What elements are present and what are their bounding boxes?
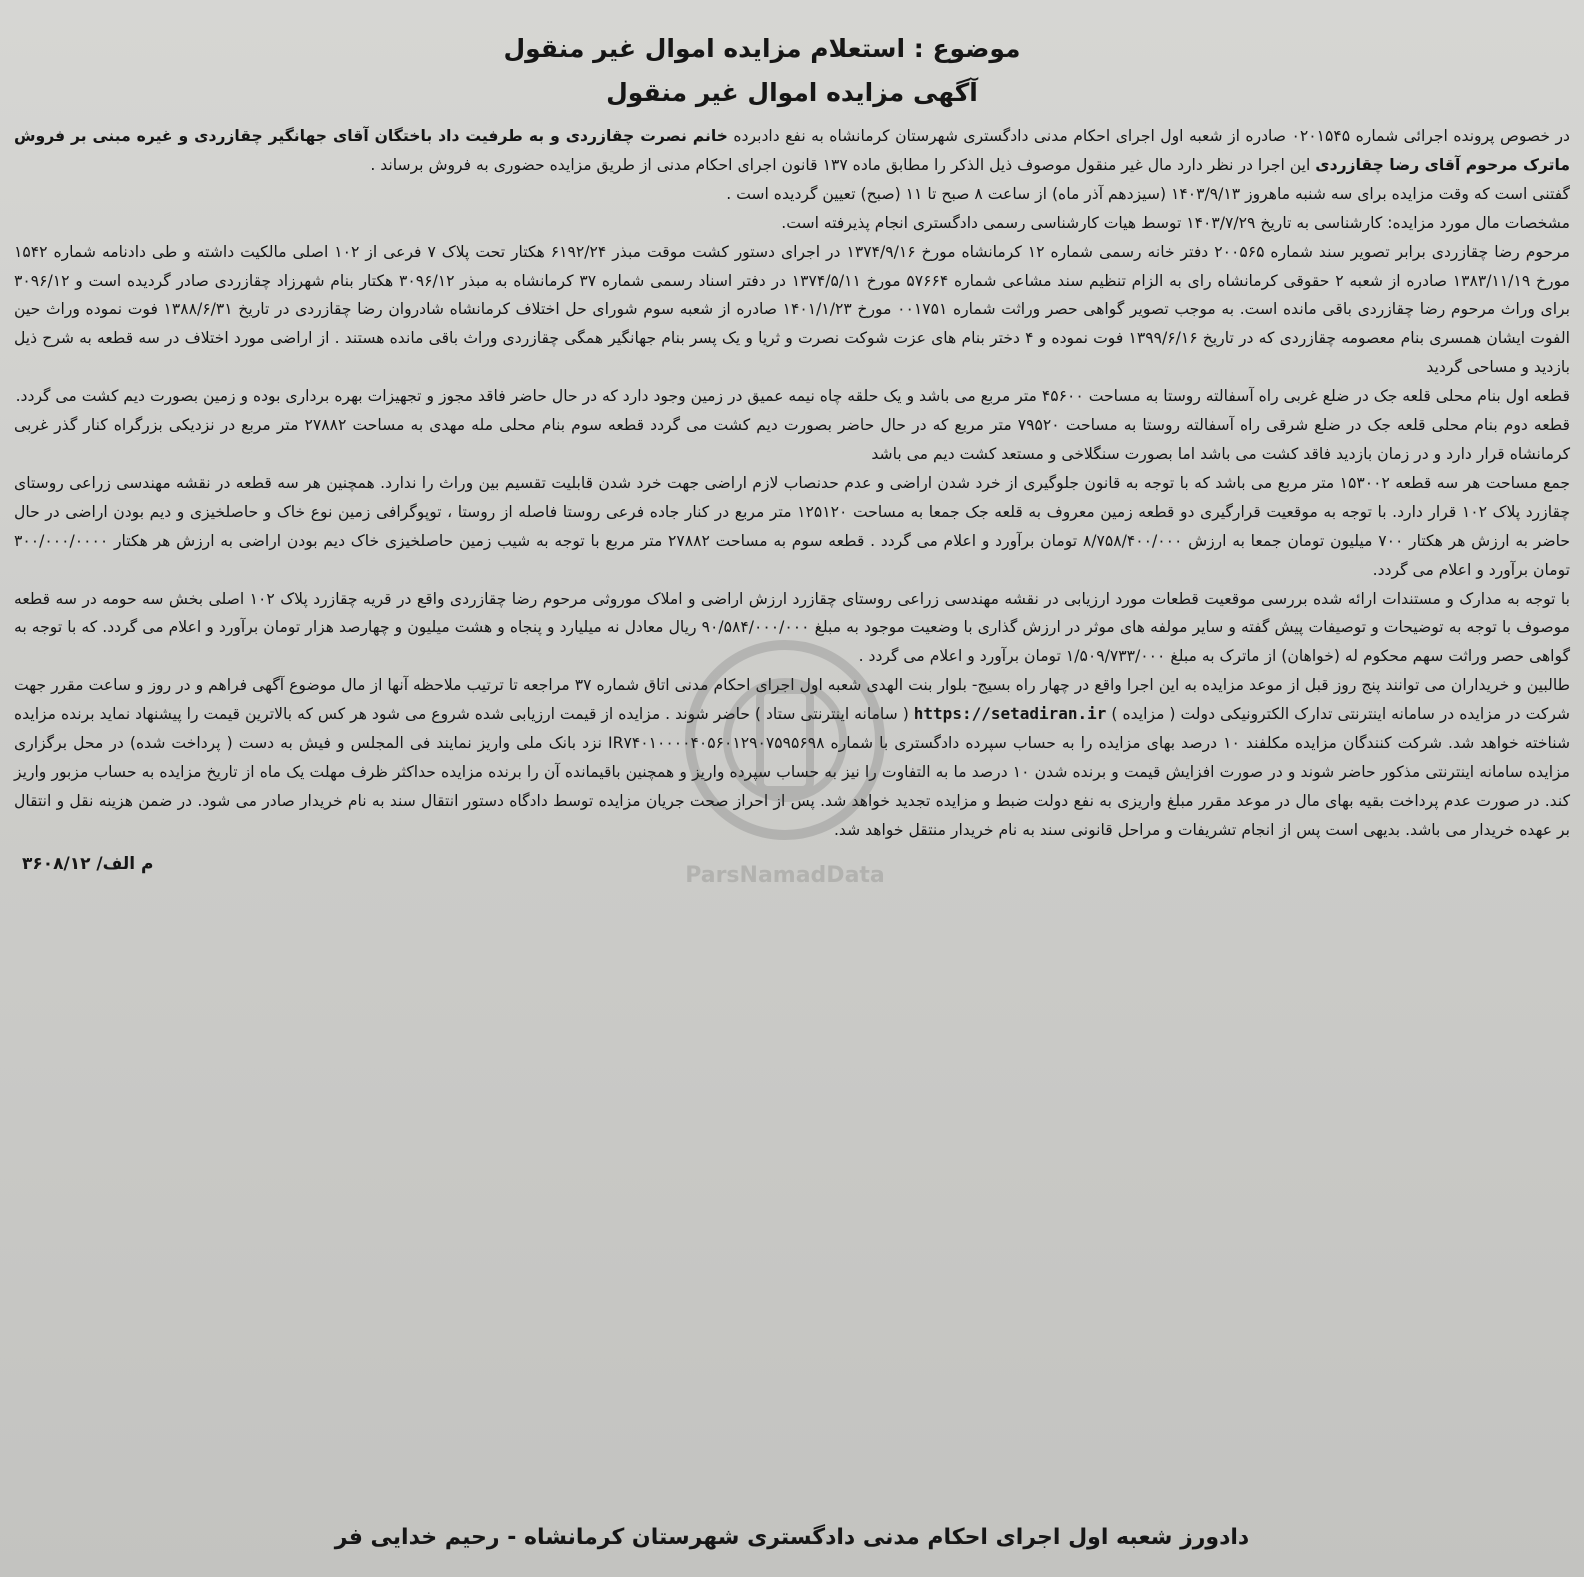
watermark-text: ParsNamadData xyxy=(685,863,885,888)
paragraph-plot-one: قطعه اول بنام محلی قلعه جک در ضلع غربی راه آسفالته روستا به مساحت ۴۵۶۰۰ متر مربع می باشد و یک حلقه چاه نیمه عمیق در زمین وجود دارد که در حال حاضر فاقد مجوز و تجهیزات بهره برداری بوده و زمین بصورت دیم کشت می گردد. xyxy=(15,387,1570,406)
setadiran-link[interactable]: https://setadiran.ir xyxy=(913,704,1107,724)
case-info-text: در خصوص پرونده اجرائی شماره ۰۲۰۱۵۴۵ صادره از شعبه اول اجرای احکام مدنی دادگستری شهرستان کرمانشاه به نفع دادبرده xyxy=(727,127,1571,145)
paragraph-auction-time: گفتنی است که وقت مزایده برای سه شنبه ماهروز ۱۴۰۳/۹/۱۳ (سیزدهم آذر ماه) از ساعت ۸ صبح تا ۱۱ (صبح) تعیین گردیده است . xyxy=(726,184,1570,203)
signature-line: دادورز شعبه اول اجرای احکام مدنی دادگستری شهرستان کرمانشاه - رحیم خدایی فر xyxy=(334,1525,1250,1550)
paragraph-case-info xyxy=(14,122,1570,180)
notice-heading: آگهی مزایده اموال غیر منقول xyxy=(606,78,978,107)
case-parties: خانم نصرت چقازردی و به طرفیت داد باختگان آقای جهانگیر چقازردی و غیره مبنی بر فروش ماترک مرحوم آقای رضا چقازردی xyxy=(14,127,1570,174)
paragraph-plots-two-three: قطعه دوم بنام محلی قلعه جک در ضلع شرقی راه آسفالته روستا به مساحت ۷۹۵۲۰ متر مربع که در حال حاضر بصورت دیم کشت می گردد قطعه سوم بنام محلی مله مهدی به مساحت ۲۷۸۸۲ متر مربع در نزدیکی بزرگراه کنار گذر غربی کرمانشاه قرار دارد و در زمان بازدید فاقد کشت می باشد اما بصورت سنگلاخی و مستعد کشت دیم می باشد xyxy=(14,416,1570,463)
notice-subject: موضوع : استعلام مزایده اموال غیر منقول xyxy=(503,34,1021,63)
paragraph-property-specs: مشخصات مال مورد مزایده: کارشناسی به تاریخ ۱۴۰۳/۷/۲۹ توسط هیات کارشناسی رسمی دادگستری انجام پذیرفته است. xyxy=(781,213,1570,232)
bidding-text-2: ( سامانه اینترنتی ستاد ) حاضر شوند . مزایده از قیمت ارزیابی شده شروع می شود هر کس که بالاترین قیمت را پیشنهاد نماید برنده مزایده شناخته خواهد شد. شرکت کنندگان مزایده مکلفند ۱۰ درصد بهای مزایده را به حساب سپرده دادگستری با شماره IR۷۴۰۱۰۰۰۰۴۰۵۶۰۱۲۹۰۷۵۹۵۶۹۸ نزد بانک ملی واریز نمایند فی المجلس و فیش به دست ( پرداخت شده) در محل برگزاری مزایده سامانه اینترنتی مذکور حاضر شوند و در صورت افزایش قیمت و برنده شدن ۱۰ درصد ما به التفاوت را نیز به حساب سپرده واریز و همچنین باقیمانده آن را برنده مزایده حداکثر ظرف مهلت یک ماه از تاریخ مزایده به حساب مزبور واریز کند. در صورت عدم پرداخت بقیه بهای مال در موعد مقرر مبلغ واریزی به نفع دولت ضبط و مزایده تجدید خواهد شد. پس از احراز صحت جریان مزایده توسط دادگاه دستور انتقال سند به نام خریدار صادر می شود. در ضمن هزینه نقل و انتقال بر عهده خریدار می باشد. بدیهی است پس از انجام تشریفات و مراحل قانونی سند به نام خریدار منتقل خواهد شد. xyxy=(14,705,1571,839)
bidding-text: طالبین و خریداران می توانند پنج روز قبل از موعد مزایده به این اجرا واقع در چهار راه بسیج- بلوار بنت الهدی شعبه اول اجرای احکام مدنی اتاق شماره ۳۷ مراجعه تا ترتیب ملاحظه آنها از مال موضوع آگهی فراهم و در روز و ساعت مقرر جهت شرکت در مزایده در سامانه اینترنتی تدارک الکترونیکی دولت ( مزایده ) xyxy=(14,676,1571,724)
notice-body xyxy=(14,122,1570,845)
paragraph-bidding-conditions xyxy=(14,671,1570,844)
paragraph-final-valuation: با توجه به مدارک و مستندات ارائه شده بررسی موقعیت قطعات مورد ارزیابی در نقشه مهندسی زراعی روستای چقازرد ارزش اراضی و املاک موروثی مرحوم رضا چقازردی واقع در قریه چقازرد پلاک ۱۰۲ اصلی بخش سه حومه در سه قطعه موصوف با توجه به توضیحات و توصیفات پیش گفته و سایر مولفه های موثر در ارزش گذاری با وضعیت موجود به مبلغ ۹۰/۵۸۴/۰۰۰/۰۰۰ ریال معادل نه میلیارد و پنجاه و هشت میلیون و چهارصد هزار تومان برآورد و اعلام می گردد. که با توجه به گواهی حصر وراثت سهم محکوم له (خواهان) از ماترک به مبلغ ۱/۵۰۹/۷۳۳/۰۰۰ تومان برآورد و اعلام می گردد . xyxy=(14,589,1570,666)
reference-number: ۳۶۰۸/م الف/ ۱۲ xyxy=(22,853,154,874)
paragraph-ownership-history: مرحوم رضا چقازردی برابر تصویر سند شماره ۲۰۰۵۶۵ دفتر خانه رسمی شماره ۱۲ کرمانشاه مورخ ۱۳۷۴/۹/۱۶ در اجرای دستور کشت موقت مبذر ۶۱۹۲/۲۴ هکتار تحت پلاک ۷ فرعی از ۱۰۲ اصلی مالکیت داشته و طی دادنامه شماره ۱۵۴۲ مورخ ۱۳۸۳/۱۱/۱۹ صادره از شعبه ۲ حقوقی کرمانشاه رای به الزام تنظیم سند مشاعی شماره ۵۷۶۶۴ مورخ ۱۳۷۴/۵/۱۱ در دفتر اسناد رسمی شماره ۳۷ کرمانشاه به مبذر ۳۰۹۶/۱۲ هکتار بنام شهرزاد چقازردی صادر گردیده است و ۳۰۹۶/۱۲ برای وراث مرحوم رضا چقازردی باقی مانده است. به موجب تصویر گواهی حصر وراثت شماره ۰۰۱۷۵۱ مورخ ۱۴۰۱/۱/۲۳ صادره از شعبه سوم شورای حل اختلاف کرمانشاه شادروان رضا چقازردی در تاریخ ۱۳۸۸/۶/۳۱ فوت نموده وراث حین الفوت ایشان همسری بنام معصومه چقازردی که در تاریخ ۱۳۹۹/۶/۱۶ فوت نموده و ۴ دختر بنام های عزت شوکت نصرت و ثریا و یک پسر بنام جهانگیر همگی چقازردی وراث باقی مانده هستند . از اراضی مورد اختلاف در سه قطعه به شرح ذیل بازدید و مساحی گردید xyxy=(14,242,1571,377)
paragraph-total-area-valuation: جمع مساحت هر سه قطعه ۱۵۳۰۰۲ متر مربع می باشد که با توجه به قانون جلوگیری از خرد شدن اراضی و عدم حدنصاب لازم اراضی جهت خرد شدن قابلیت تقسیم بین وراث را ندارد. همچنین هر سه قطعه در نقشه مهندسی زراعی روستای چقازرد پلاک ۱۰۲ قرار دارد. با توجه به موقعیت قرارگیری دو قطعه زمین معروف به قلعه جک جمعا به مساحت ۱۲۵۱۲۰ متر مربع در کنار جاده فرعی روستا فاصله از روستا ، توپوگرافی زمین نوع خاک و حاصلخیزی و دیم بودن اراضی در حال حاضر به ارزش هر هکتار ۷۰۰ میلیون تومان جمعا به ارزش ۸/۷۵۸/۴۰۰/۰۰۰ تومان برآورد و اعلام می گردد . قطعه سوم به مساحت ۲۷۸۸۲ متر مربع با توجه به شیب زمین حاصلخیزی خاک دیم بودن اراضی به ارزش هر هکتار ۳۰۰/۰۰۰/۰۰۰۰ تومان برآورد و اعلام می گردد. xyxy=(14,473,1570,579)
case-info-text-2: این اجرا در نظر دارد مال غیر منقول موصوف ذیل الذکر را مطابق ماده ۱۳۷ قانون اجرای احکام مدنی از طریق مزایده حضوری به فروش برساند . xyxy=(370,155,1316,174)
